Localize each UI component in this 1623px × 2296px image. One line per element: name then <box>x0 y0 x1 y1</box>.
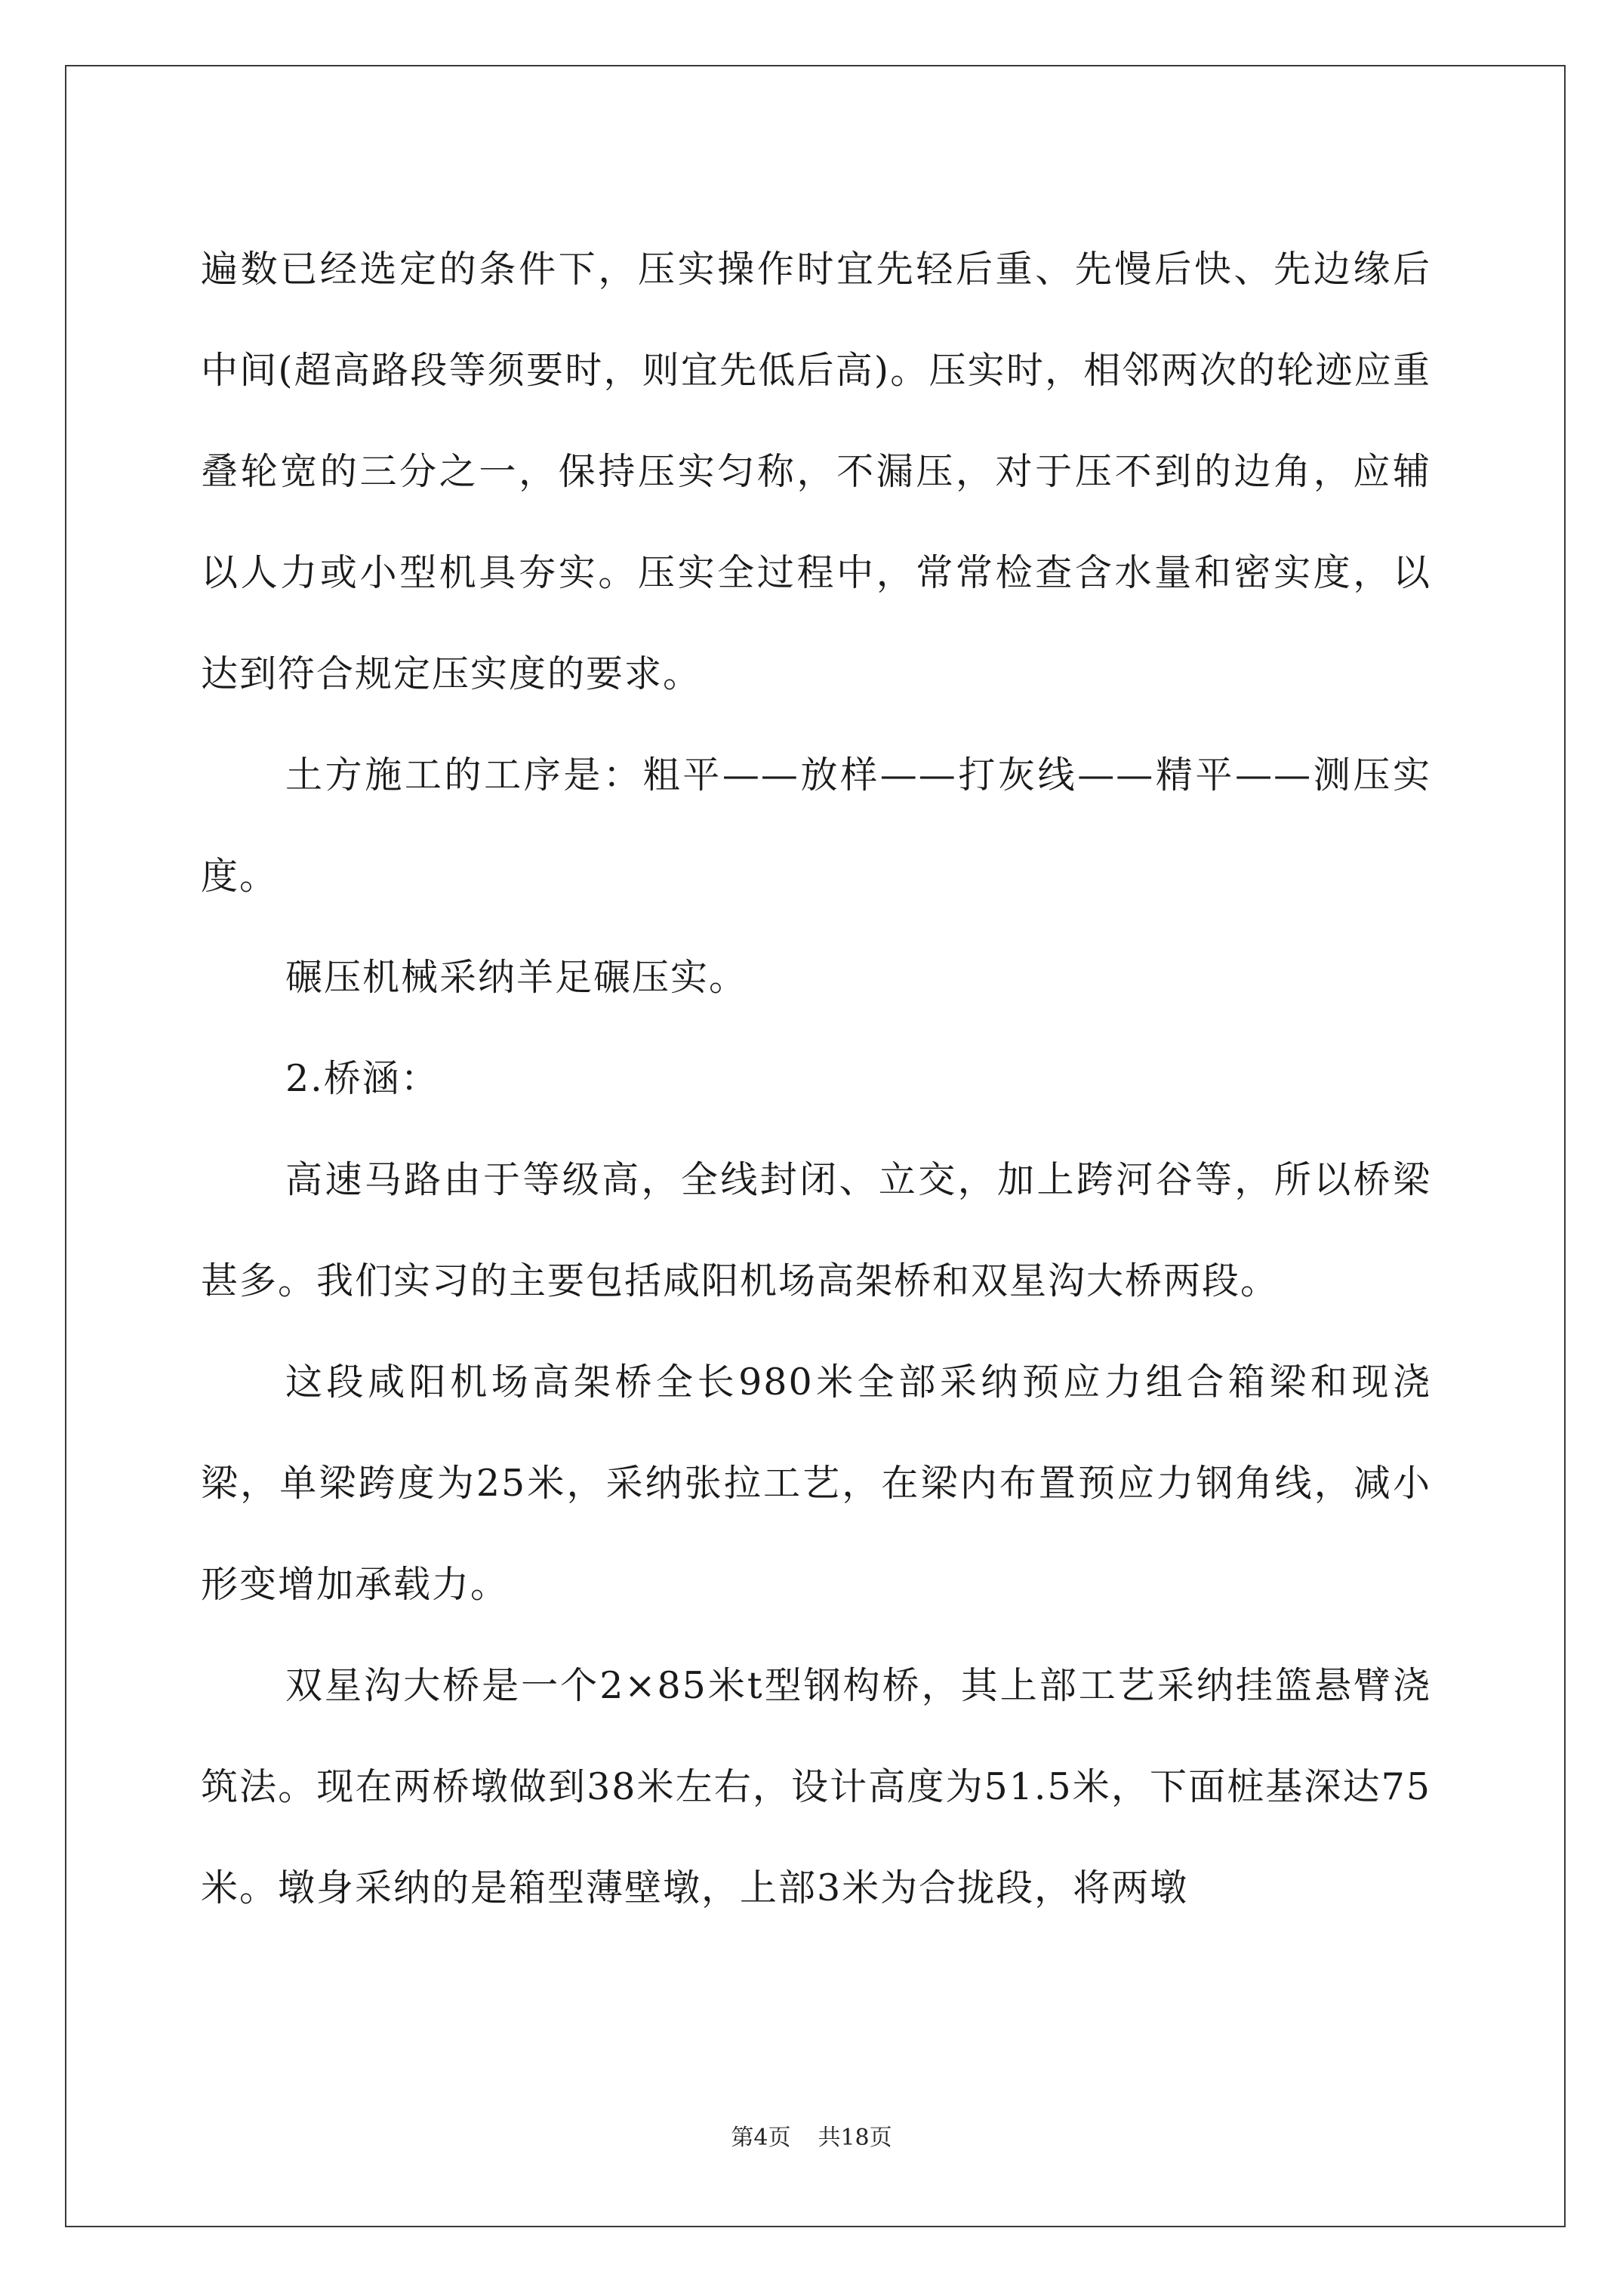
paragraph-7: 双星沟大桥是一个2×85米t型钢构桥，其上部工艺采纳挂篮悬臂浇筑法。现在两桥墩做到38米左右，设计高度为51.5米，下面桩基深达75米。墩身采纳的是箱型薄壁墩，上部3米为合拢段，将两墩 <box>201 1664 1431 1909</box>
document-body <box>201 219 1431 1939</box>
paragraph-6: 这段咸阳机场高架桥全长980米全部采纳预应力组合箱梁和现浇梁，单梁跨度为25米，采纳张拉工艺，在梁内布置预应力钢角线，减小形变增加承载力。 <box>201 1361 1431 1606</box>
paragraph-1: 遍数已经选定的条件下，压实操作时宜先轻后重、先慢后快、先边缘后中间(超高路段等须要时，则宜先低后高)。压实时，相邻两次的轮迹应重叠轮宽的三分之一，保持压实匀称，不漏压，对于压不到的边角，应辅以人力或小型机具夯实。压实全过程中，常常检查含水量和密实度，以达到符合规定压实度的要求。 <box>201 248 1431 695</box>
paragraph-4-heading: 2.桥涵： <box>285 1057 439 1100</box>
current-page-number: 第4页 <box>731 2125 791 2151</box>
paragraph-3: 碾压机械采纳羊足碾压实。 <box>285 956 748 999</box>
total-page-count: 共18页 <box>818 2125 892 2151</box>
paragraph-5: 高速马路由于等级高，全线封闭、立交，加上跨河谷等，所以桥梁甚多。我们实习的主要包括咸阳机场高架桥和双星沟大桥两段。 <box>201 1158 1431 1302</box>
paragraph-2: 土方施工的工序是：粗平——放样——打灰线——精平——测压实度。 <box>201 754 1431 898</box>
page-footer <box>0 2119 1623 2152</box>
